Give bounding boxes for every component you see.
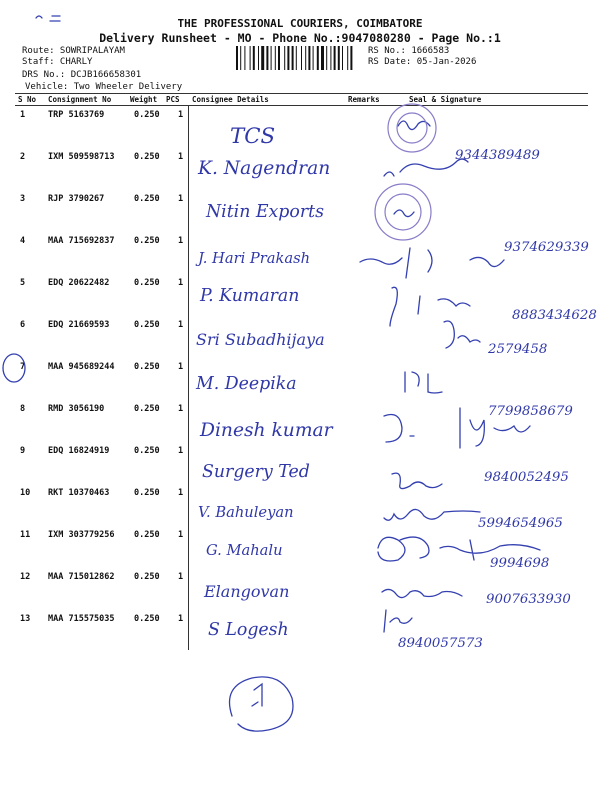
row-weight: 0.250 [134, 404, 160, 414]
row-consignment: EDQ 20622482 [48, 278, 110, 288]
row-weight: 0.250 [134, 194, 160, 204]
col-seal-signature: Seal & Signature [409, 95, 482, 104]
row-pcs: 1 [178, 152, 184, 162]
row-pcs: 1 [178, 194, 184, 204]
row-pcs: 1 [178, 362, 184, 372]
row-sno: 6 [20, 320, 26, 330]
row-consignee-handwriting: K. Nagendran [198, 158, 331, 179]
company-title: THE PROFESSIONAL COURIERS, COIMBATORE [177, 17, 423, 30]
row-weight: 0.250 [134, 152, 160, 162]
signature-icon [384, 159, 468, 176]
row-consignee-handwriting: M. Deepika [196, 374, 297, 394]
row-weight: 0.250 [134, 362, 160, 372]
row-pcs: 1 [178, 278, 184, 288]
row-consignment: EDQ 21669593 [48, 320, 110, 330]
row-sno: 3 [20, 194, 26, 204]
signature-icon [382, 589, 462, 597]
row-sno: 10 [20, 488, 31, 498]
row-weight: 0.250 [134, 110, 160, 120]
col-pcs: PCS [166, 95, 180, 104]
row-mark-circle-icon [3, 354, 25, 382]
col-remarks: Remarks [348, 95, 380, 104]
row-signature-phone: 7799858679 [488, 404, 573, 419]
row-sno: 5 [20, 278, 26, 288]
col-consignee: Consignee Details [192, 95, 269, 104]
signature-icon [398, 121, 430, 130]
row-pcs: 1 [178, 572, 184, 582]
row-sno: 1 [20, 110, 26, 120]
row-signature-phone: 8940057573 [398, 636, 483, 651]
rs-date: RS Date: 05-Jan-2026 [368, 57, 477, 67]
row-sno: 4 [20, 236, 26, 246]
row-pcs: 1 [178, 320, 184, 330]
row-consignee-handwriting: Sri Subadhijaya [196, 330, 325, 349]
row-consignment: MAA 945689244 [48, 362, 115, 372]
row-consignment: TRP 5163769 [48, 110, 105, 120]
signature-icon [378, 537, 540, 561]
row-signature-phone: 9344389489 [455, 148, 540, 163]
row-sno: 8 [20, 404, 26, 414]
row-signature-phone: 2579458 [488, 342, 548, 357]
row-consignee-handwriting: V. Bahuleyan [198, 504, 294, 521]
row-weight: 0.250 [134, 278, 160, 288]
signature-icon [444, 321, 480, 348]
row-sno: 9 [20, 446, 26, 456]
row-pcs: 1 [178, 488, 184, 498]
row-weight: 0.250 [134, 320, 160, 330]
row-consignment: IXM 509598713 [48, 152, 115, 162]
staff-label: Staff: CHARLY [22, 57, 93, 67]
row-sno: 2 [20, 152, 26, 162]
signature-icon [392, 473, 442, 488]
row-pcs: 1 [178, 446, 184, 456]
row-signature-phone: 8883434628 [512, 308, 597, 323]
row-consignee-handwriting: J. Hari Prakash [198, 250, 311, 267]
row-consignee-handwriting: Nitin Exports [206, 202, 324, 222]
corner-scribble-icon [36, 16, 60, 21]
drs-number: DRS No.: DCJB166658301 [22, 70, 142, 80]
row-consignment: EDQ 16824919 [48, 446, 110, 456]
row-consignee-handwriting: G. Mahalu [206, 542, 283, 559]
row-weight: 0.250 [134, 530, 160, 540]
row-signature-phone: 5994654965 [478, 516, 563, 531]
row-sno: 12 [20, 572, 31, 582]
row-consignee-handwriting: Surgery Ted [202, 462, 310, 482]
row-signature-phone: 9994698 [490, 556, 550, 571]
signature-icon [360, 248, 504, 278]
runsheet-subtitle: Delivery Runsheet - MO - Phone No.:9047080280 - Page No.:1 [99, 31, 501, 45]
row-pcs: 1 [178, 236, 184, 246]
row-weight: 0.250 [134, 572, 160, 582]
rs-number: RS No.: 1666583 [368, 46, 450, 56]
row-consignment: MAA 715692837 [48, 236, 115, 246]
row-sno: 7 [20, 362, 26, 372]
vehicle-label: Vehicle: Two Wheeler Delivery [25, 82, 183, 92]
row-weight: 0.250 [134, 614, 160, 624]
row-consignment: RJP 3790267 [48, 194, 105, 204]
row-weight: 0.250 [134, 446, 160, 456]
seal-stamp-icon [388, 104, 436, 152]
row-consignment: RMD 3056190 [48, 404, 105, 414]
row-pcs: 1 [178, 614, 184, 624]
signature-icon [384, 610, 412, 632]
row-consignment: MAA 715575035 [48, 614, 115, 624]
col-consignment: Consignment No [48, 95, 112, 104]
row-sno: 11 [20, 530, 31, 540]
signature-icon [405, 372, 442, 393]
row-consignee-handwriting: P. Kumaran [200, 286, 300, 306]
row-signature-phone: 9840052495 [484, 470, 569, 485]
signature-icon [384, 509, 480, 520]
col-weight: Weight [130, 95, 158, 104]
row-consignee-handwriting: Elangovan [204, 582, 290, 601]
signature-icon [390, 287, 470, 326]
row-sno: 13 [20, 614, 31, 624]
row-weight: 0.250 [134, 236, 160, 246]
route-label: Route: SOWRIPALAYAM [22, 46, 125, 56]
col-sno: S No [18, 95, 37, 104]
row-pcs: 1 [178, 530, 184, 540]
row-signature-phone: 9374629339 [504, 240, 589, 255]
row-consignment: IXM 303779256 [48, 530, 115, 540]
row-consignee-handwriting: S Logesh [208, 620, 289, 640]
row-consignee-handwriting: TCS [230, 124, 276, 149]
row-signature-phone: 9007633930 [486, 592, 571, 607]
row-pcs: 1 [178, 404, 184, 414]
row-consignee-handwriting: Dinesh kumar [200, 420, 333, 441]
signature-icon [384, 408, 530, 448]
row-weight: 0.250 [134, 488, 160, 498]
row-pcs: 1 [178, 110, 184, 120]
row-consignment: MAA 715012862 [48, 572, 115, 582]
row-consignment: RKT 10370463 [48, 488, 110, 498]
